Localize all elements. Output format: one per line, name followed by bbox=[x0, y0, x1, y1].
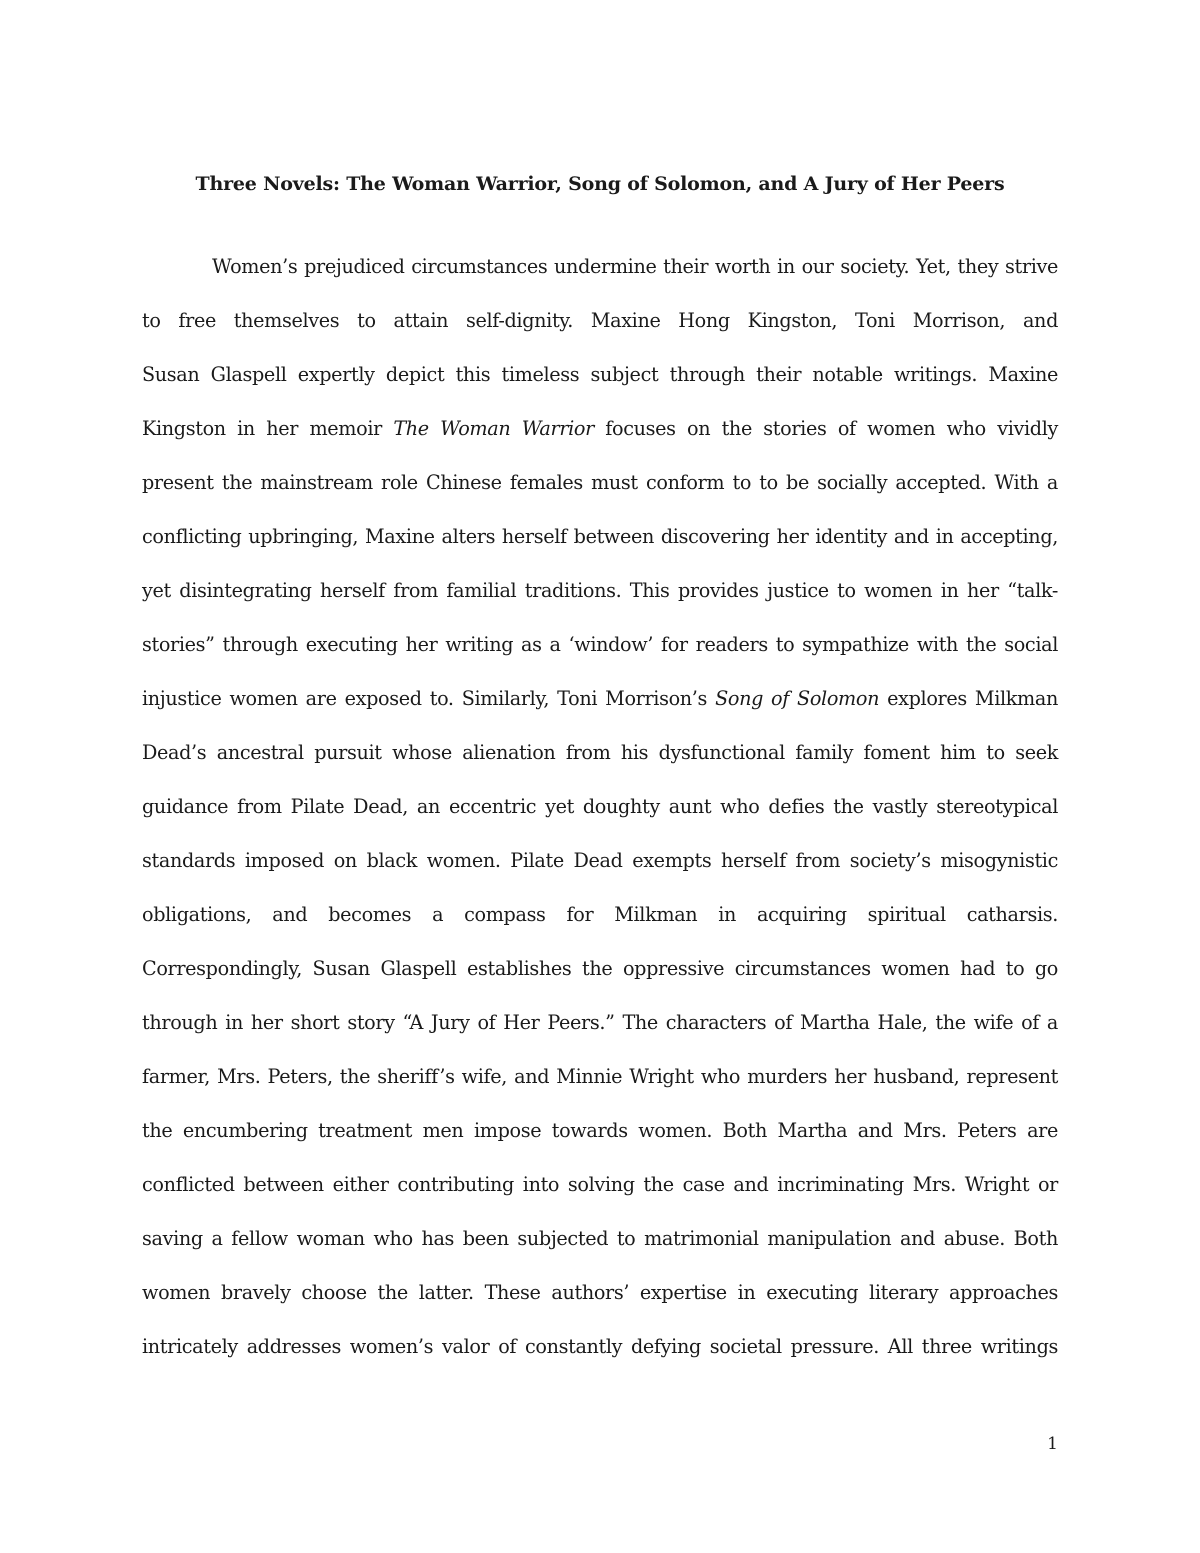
book-title-the-woman-warrior: The Woman Warrior bbox=[393, 417, 594, 440]
paragraph-line: Dead’s ancestral pursuit whose alienation from his dysfunctional family foment him to seek bbox=[142, 741, 1058, 764]
paragraph-line bbox=[142, 684, 1058, 714]
document-title: Three Novels: The Woman Warrior, Song of Solomon, and A Jury of Her Peers bbox=[195, 173, 1005, 195]
paragraph-line bbox=[142, 414, 1058, 444]
paragraph-line: women bravely choose the latter. These authors’ expertise in executing literary approaches bbox=[142, 1281, 1058, 1304]
paragraph-line: stories” through executing her writing as a ‘window’ for readers to sympathize with the social bbox=[142, 633, 1058, 656]
paragraph-line: to free themselves to attain self-dignity. Maxine Hong Kingston, Toni Morrison, and bbox=[142, 309, 1058, 332]
line-text: explores Milkman bbox=[879, 687, 1058, 710]
paragraph-line: Women’s prejudiced circumstances undermine their worth in our society. Yet, they strive bbox=[212, 255, 1058, 278]
paragraph-line: intricately addresses women’s valor of constantly defying societal pressure. All three writings bbox=[142, 1335, 1058, 1358]
paragraph-line: Correspondingly, Susan Glaspell establishes the oppressive circumstances women had to go bbox=[142, 957, 1058, 980]
paragraph-line: conflicted between either contributing into solving the case and incriminating Mrs. Wright or bbox=[142, 1173, 1058, 1196]
paragraph-line: conflicting upbringing, Maxine alters herself between discovering her identity and in accepting, bbox=[142, 525, 1058, 548]
paragraph-line: yet disintegrating herself from familial traditions. This provides justice to women in her “talk- bbox=[142, 579, 1058, 602]
line-text: Kingston in her memoir bbox=[142, 417, 394, 440]
paragraph-line: standards imposed on black women. Pilate Dead exempts herself from society’s misogynistic bbox=[142, 849, 1058, 872]
paragraph-line: present the mainstream role Chinese females must conform to to be socially accepted. With a bbox=[142, 471, 1058, 494]
line-text: injustice women are exposed to. Similarly, Toni Morrison’s bbox=[142, 687, 716, 710]
book-title-song-of-solomon: Song of Solomon bbox=[715, 687, 880, 710]
page-number: 1 bbox=[1047, 1434, 1058, 1454]
paragraph-line: guidance from Pilate Dead, an eccentric yet doughty aunt who defies the vastly stereotypical bbox=[142, 795, 1058, 818]
paragraph-line: obligations, and becomes a compass for Milkman in acquiring spiritual catharsis. bbox=[142, 903, 1058, 926]
paragraph-line: saving a fellow woman who has been subjected to matrimonial manipulation and abuse. Both bbox=[142, 1227, 1058, 1250]
line-text: focuses on the stories of women who vividly bbox=[593, 417, 1058, 440]
paragraph-line: through in her short story “A Jury of Her Peers.” The characters of Martha Hale, the wife of a bbox=[142, 1011, 1058, 1034]
paragraph-line: the encumbering treatment men impose towards women. Both Martha and Mrs. Peters are bbox=[142, 1119, 1058, 1142]
paragraph-line: Susan Glaspell expertly depict this timeless subject through their notable writings. Maxine bbox=[142, 363, 1058, 386]
paragraph-line: farmer, Mrs. Peters, the sheriff’s wife, and Minnie Wright who murders her husband, represent bbox=[142, 1065, 1058, 1088]
